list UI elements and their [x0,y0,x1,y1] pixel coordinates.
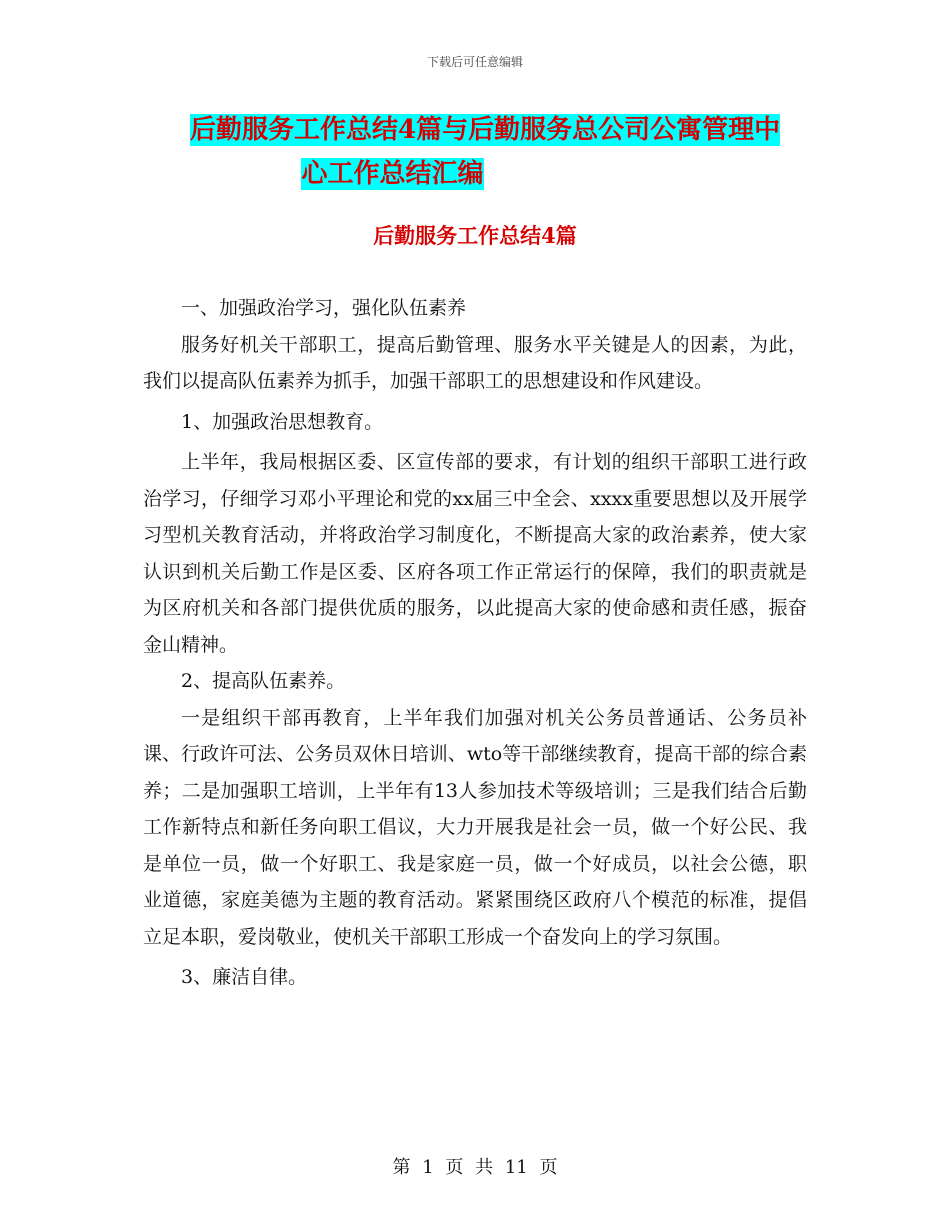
header-note: 下载后可任意编辑 [426,55,523,69]
title-line-1: 后勤服务工作总结4篇与后勤服务总公司公寓管理中 [190,115,781,145]
paragraph: 上半年，我局根据区委、区宣传部的要求，有计划的组织干部职工进行政治学习，仔细学习邓小平理论和党的xx届三中全会、xxxx重要思想以及开展学习型机关教育活动，并将政治学习制度化，不断提高大家的政治素养，使大家认识到机关后勤工作是区委、区府各项工作正常运行的保障，我们的职责就是为区府机关和各部门提供优质的服务，以此提高大家的使命感和责任感，振奋金山精神。 [143,451,807,656]
paragraph: 一、加强政治学习，强化队伍素养 [181,297,467,319]
paragraph: 服务好机关干部职工，提高后勤管理、服务水平关键是人的因素，为此，我们以提高队伍素养为抓手，加强干部职工的思想建设和作风建设。 [143,333,807,392]
document-title [190,108,810,196]
title-line-2: 心工作总结汇编 [301,159,484,189]
paragraph: 一是组织干部再教育，上半年我们加强对机关公务员普通话、公务员补课、行政许可法、公务员双休日培训、wto等干部继续教育，提高干部的综合素养；二是加强职工培训，上半年有13人参加技术等级培训；三是我们结合后勤工作新特点和新任务向职工倡议，大力开展我是社会一员，做一个好公民、我是单位一员，做一个好职工、我是家庭一员，做一个好成员，以社会公德，职业道德，家庭美德为主题的教育活动。紧紧围绕区政府八个模范的标准，提倡立足本职，爱岗敬业，使机关干部职工形成一个奋发向上的学习氛围。 [143,706,807,948]
page-footer: 第 1 页 共 11 页 [392,1157,558,1178]
body-text [143,290,807,996]
paragraph: 1、加强政治思想教育。 [181,410,384,433]
section-title: 后勤服务工作总结4篇 [373,223,577,248]
paragraph: 3、廉洁自律。 [181,966,308,988]
paragraph: 2、提高队伍素养。 [181,670,346,692]
